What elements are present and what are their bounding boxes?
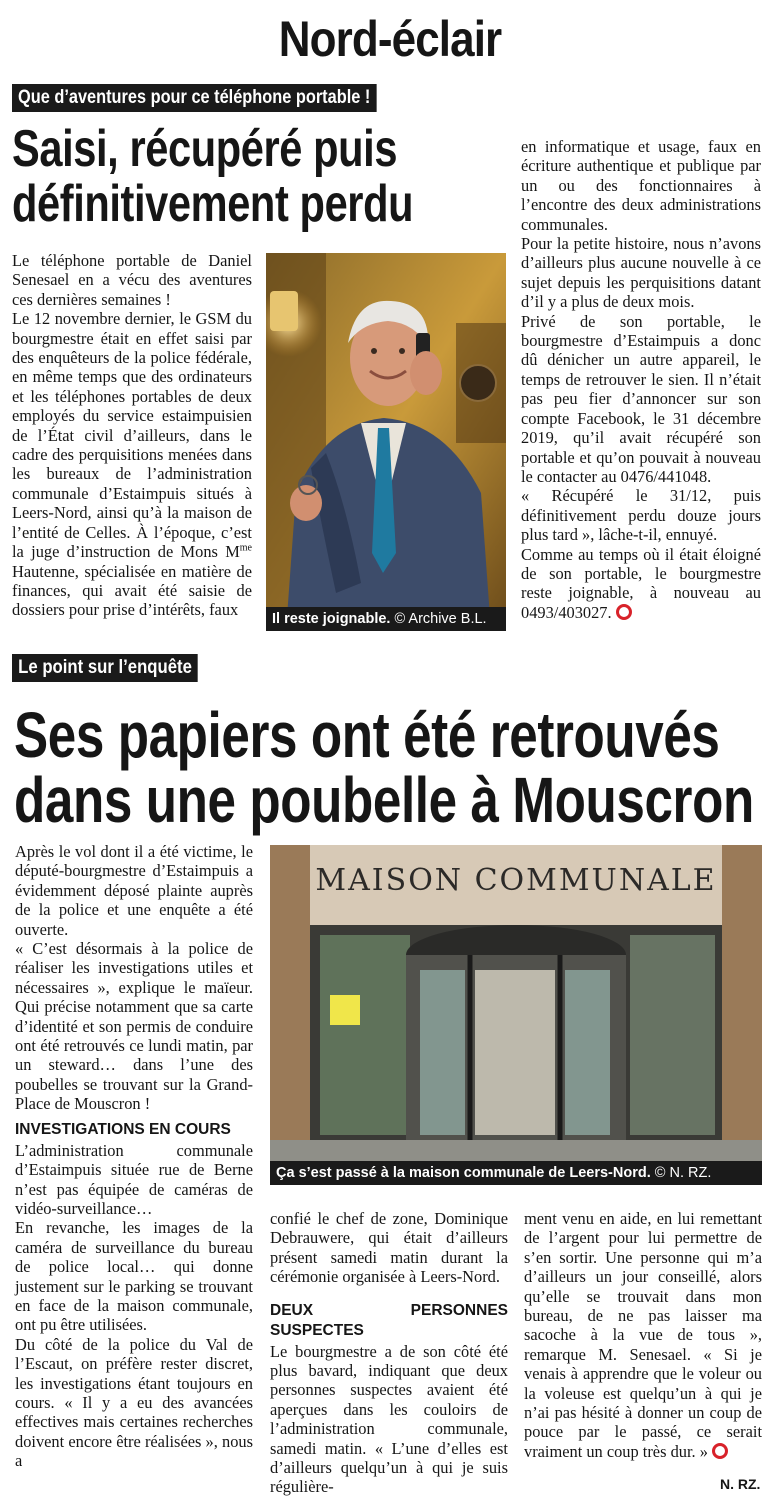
article2-column1 bbox=[15, 842, 253, 1471]
photo-caption bbox=[270, 1161, 762, 1185]
article1-paragraph: Pour la petite histoire, nous n’avons d’ailleurs plus aucune nouvelle à ce sujet depuis les perquisitions datant d’il y a plus de deux mois. bbox=[521, 234, 761, 312]
photo-caption bbox=[266, 607, 506, 631]
article2-headline-line1: Ses papiers ont été retrouvés bbox=[14, 699, 720, 771]
end-of-article-icon bbox=[616, 604, 632, 620]
article2-paragraph: L’administration communale d’Estaimpuis située rue de Berne n’est pas équipée de caméras de vidéo-surveillance… bbox=[15, 1140, 253, 1218]
text-span: Comme au temps où il était éloigné de son portable, le bourgmestre reste joignable, à nouveau au 0493/403027. bbox=[521, 544, 761, 622]
article1-paragraph: « Récupéré le 31/12, puis définitivement perdu douze jours plus tard », lâche-t-il, ennuyé. bbox=[521, 486, 761, 545]
maison-communale-photo bbox=[270, 845, 762, 1185]
newspaper-masthead: Nord-éclair bbox=[278, 11, 502, 67]
article2-paragraph: Après le vol dont il a été victime, le député-bourgmestre d’Estaimpuis a évidemment déposé plainte auprès de la police et une enquête a été ouverte. bbox=[15, 842, 253, 939]
portrait-illustration bbox=[266, 253, 506, 631]
article1-paragraph: en informatique et usage, faux en écriture authentique et publique par un ou des fonctionnaires à l’encontre des deux administrations communales. bbox=[521, 137, 761, 234]
article1-paragraph: Le téléphone portable de Daniel Senesael en a vécu des aventures ces dernières semaines ! bbox=[12, 251, 252, 309]
article2-column3 bbox=[524, 1209, 762, 1461]
article2-paragraph: Le bourgmestre a de son côté été plus bavard, indiquant que deux personnes suspectes avaient été aperçues dans les couloirs de l’administration communale, samedi matin. « L’une d’elles est d’ailleurs quelqu’un à qui je suis régulière- bbox=[270, 1341, 508, 1497]
building-illustration bbox=[270, 845, 762, 1185]
bourgmestre-phone-photo bbox=[266, 253, 506, 631]
article2-paragraph: Du côté de la police du Val de l’Escaut, on préfère rester discret, les investigations étant toujours en cours. « Il y a eu des avancées effectives mais certaines recherches doivent encore être réalisées », nous a bbox=[15, 1334, 253, 1471]
article1-paragraph bbox=[521, 545, 761, 623]
caption-text: Il reste joignable. bbox=[272, 611, 391, 627]
article1-paragraph bbox=[12, 309, 252, 620]
author-signature: N. RZ. bbox=[720, 1476, 761, 1492]
text-span: Le 12 novembre dernier, le GSM du bourgmestre était en effet saisi par des enquêteurs de la police fédérale, en même temps que des ordinateurs et les téléphones portables de deux employés du service estaimpuisien de l’État civil d’ailleurs, dans le cadre des perquisitions menées dans les bureaux de l’administration communale d’Estaimpuis situés à Leers-Nord, ainsi qu’à la maison de l’entité de Celles. À l’époque, c’est la juge d’instruction de Mons M bbox=[12, 309, 252, 562]
photo-credit: © N. RZ. bbox=[650, 1165, 712, 1181]
article1-kicker: Que d’aventures pour ce téléphone portable ! bbox=[12, 84, 376, 112]
article2-paragraph bbox=[524, 1209, 762, 1461]
article2-paragraph: En revanche, les images de la caméra de surveillance du bureau de police local… qui donne justement sur le parking se trouvant en face de la maison communale, ont pu être utilisées. bbox=[15, 1218, 253, 1335]
article2-headline-line2: dans une poubelle à Mouscron bbox=[14, 764, 754, 836]
building-sign-text: MAISON COMMUNALE bbox=[315, 863, 717, 898]
text-span: ment venu en aide, en lui remettant de l’argent pour lui permettre de s’en sortir. Une personne qui m’a d’ailleurs un jour conseillé, alors qu’elle se trouvait dans mon bureau, de ne pas laisser ma sacoche à la vue de tous », remarque M. Senesael. « Si je venais à apprendre que le voleur ou la voleuse est quelqu’un à qui je n’ai pas hésité à donner un coup de pouce par le passé, ce serait vraiment un coup très dur. » bbox=[524, 1209, 762, 1461]
superscript: me bbox=[239, 542, 252, 554]
end-of-article-icon bbox=[712, 1443, 728, 1459]
article2-subhead: INVESTIGATIONS EN COURS bbox=[15, 1120, 231, 1138]
article1-headline-line1: Saisi, récupéré puis bbox=[12, 120, 398, 178]
article1-headline-line2: définitivement perdu bbox=[12, 175, 414, 233]
photo-credit: © Archive B.L. bbox=[390, 611, 487, 627]
article1-paragraph: Privé de son portable, le bourgmestre d’Estaimpuis a donc dû dénicher un autre appareil, le temps de retrouver le sien. Il n’était pas peu fier d’annoncer sur son compte Facebook, le 31 décembre 2019, qu’il avait récupéré son portable et qu’on pouvait à nouveau le contacter au 0476/441048. bbox=[521, 311, 761, 486]
text-span: Hautenne, spécialisée en matière de finances, qui avait été saisie de dossiers pour prise d’intérêts, faux bbox=[12, 561, 252, 620]
article2-subhead: DEUX PERSONNES SUSPECTES bbox=[270, 1301, 508, 1339]
article2-kicker: Le point sur l’enquête bbox=[12, 654, 198, 682]
article2-paragraph: confié le chef de zone, Dominique Debrauwere, qui était d’ailleurs présent samedi matin durant la cérémonie organisée à Leers-Nord. bbox=[270, 1209, 508, 1287]
article1-column3 bbox=[521, 137, 761, 622]
caption-text: Ça s’est passé à la maison communale de Leers-Nord. bbox=[276, 1165, 651, 1181]
article2-paragraph: « C’est désormais à la police de réaliser les investigations utiles et nécessaires », explique le maïeur. Qui précise notamment que sa carte d’identité et son permis de conduire ont été retrouvés ce lundi matin, par un steward… dans l’une des poubelles se trouvant sur la Grand-Place de Mouscron ! bbox=[15, 939, 253, 1114]
article1-column1 bbox=[12, 251, 252, 620]
article2-column2 bbox=[270, 1209, 508, 1497]
